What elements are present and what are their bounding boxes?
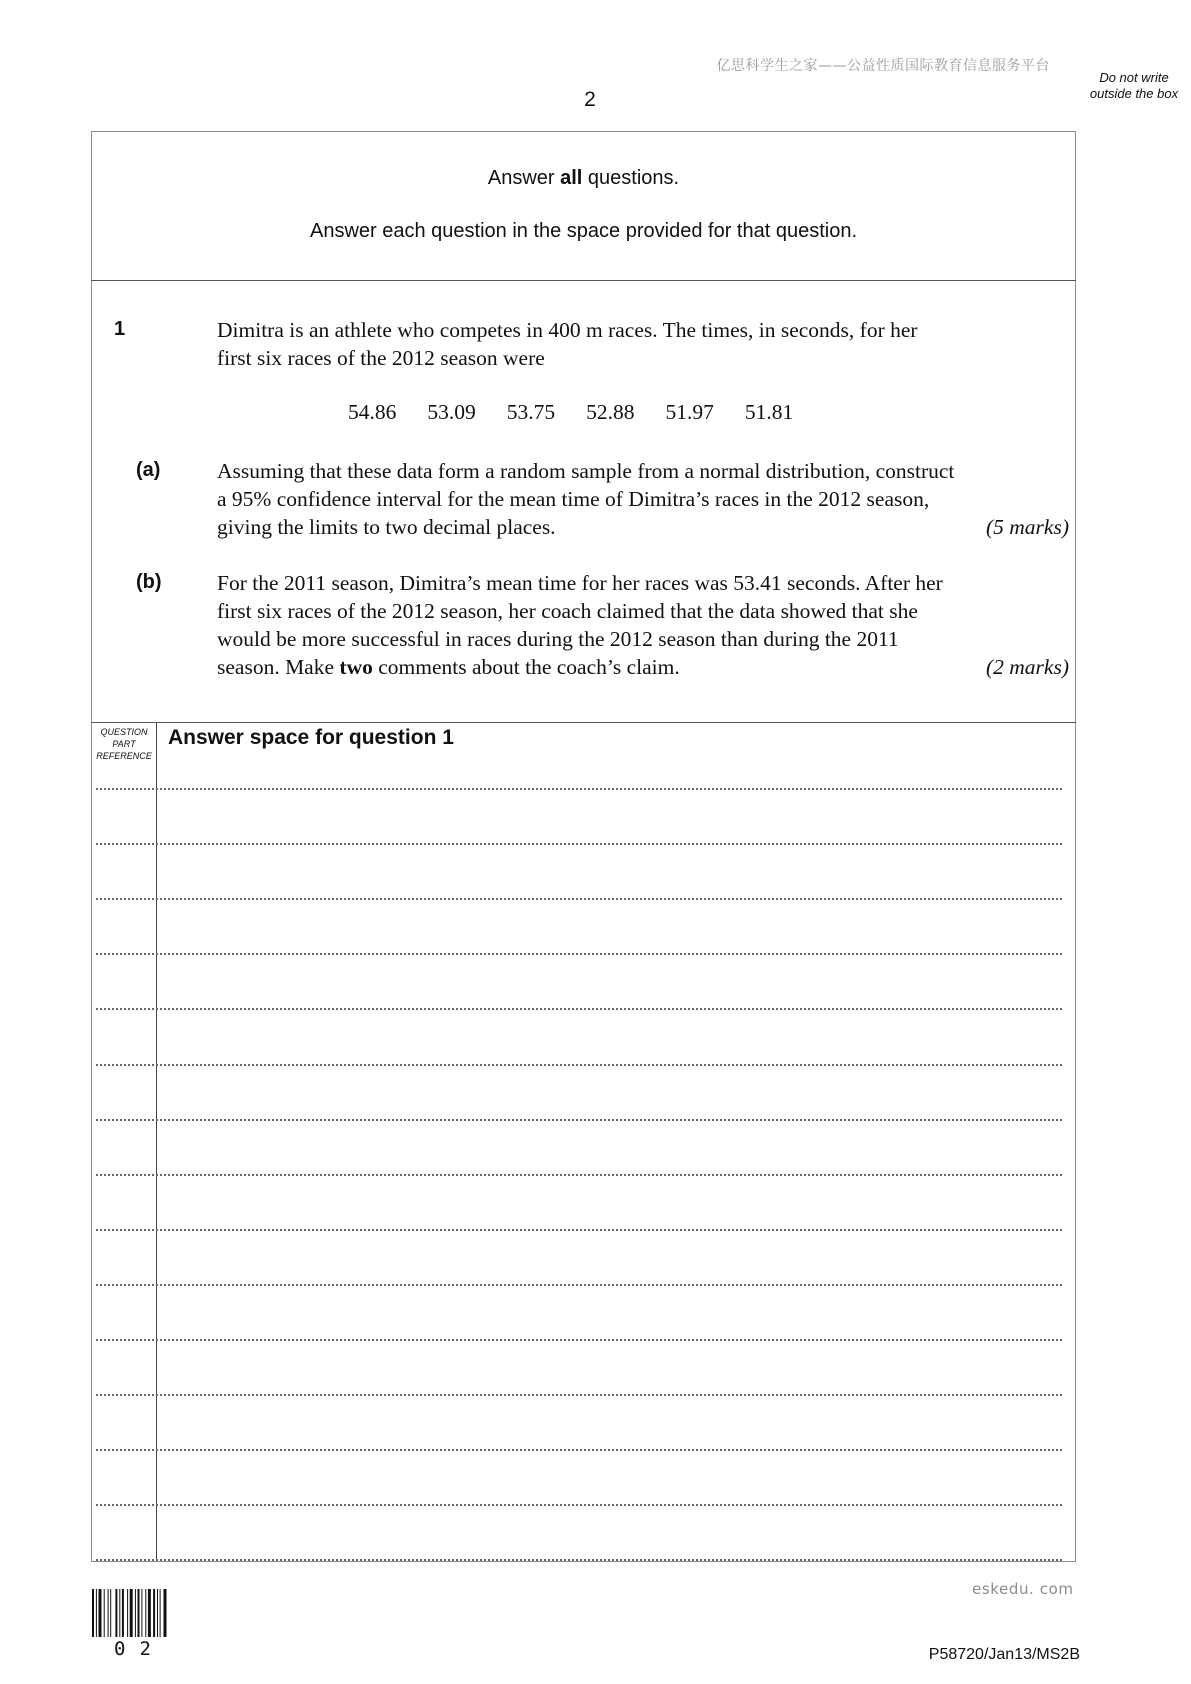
part-a-marks: (5 marks) <box>986 515 1069 539</box>
answer-space-title: Answer space for question 1 <box>168 726 454 749</box>
barcode-image <box>92 1589 196 1637</box>
race-times-data <box>348 400 793 425</box>
question-number: 1 <box>114 318 126 340</box>
data-value: 54.86 <box>348 400 397 424</box>
barcode-number: 02 <box>114 1638 165 1660</box>
question-part-reference-label: QUESTION PART REFERENCE <box>96 727 152 761</box>
data-value: 51.81 <box>744 400 794 424</box>
instruction-answer-all: Answer all questions. <box>487 167 680 189</box>
part-b-label: (b) <box>136 571 162 593</box>
margin-note: Do not write outside the box <box>1089 70 1179 101</box>
answer-line[interactable] <box>96 788 1062 790</box>
answer-line[interactable] <box>96 1449 1062 1451</box>
answer-line[interactable] <box>96 1064 1062 1066</box>
question-stem: Dimitra is an athlete who competes in 400 m races. The times, in seconds, for her first six races of the 2012 season were <box>217 318 918 370</box>
data-value: 53.75 <box>506 400 556 424</box>
part-a-label: (a) <box>136 459 161 481</box>
answer-line[interactable] <box>96 1119 1062 1121</box>
instructions-divider <box>91 280 1076 281</box>
answer-line[interactable] <box>96 1504 1062 1506</box>
answer-line[interactable] <box>96 1008 1062 1010</box>
instruction-answer-space: Answer each question in the space provided for that question. <box>309 220 857 242</box>
paper-reference: P58720/Jan13/MS2B <box>928 1646 1080 1663</box>
answer-line[interactable] <box>96 953 1062 955</box>
data-value: 51.97 <box>665 400 714 424</box>
question-part-reference-column <box>91 723 157 1561</box>
answer-line[interactable] <box>96 1174 1062 1176</box>
answer-line[interactable] <box>96 1284 1062 1286</box>
answer-line[interactable] <box>96 843 1062 845</box>
part-b-marks: (2 marks) <box>986 655 1069 679</box>
part-b-text: For the 2011 season, Dimitra’s mean time for her races was 53.41 seconds. After her first six races of the 2012 season, her coach claimed that the data showed that she would be more successful in races during the 2012 season than during the 2011 season. Make two comments about the coach’s claim. (2 marks) <box>217 571 1069 679</box>
page-number: 2 <box>584 88 596 111</box>
part-a-text: Assuming that these data form a random sample from a normal distribution, construct a 95% confidence interval for the mean time of Dimitra’s races in the 2012 season, giving the limits to two decimal places. (5 marks) <box>217 459 1069 539</box>
footer-watermark: eskedu. com <box>972 1580 1074 1598</box>
answer-line[interactable] <box>96 1339 1062 1341</box>
answer-line[interactable] <box>96 898 1062 900</box>
answer-line[interactable] <box>96 1229 1062 1231</box>
answer-space-divider <box>91 722 1076 723</box>
answer-line[interactable] <box>96 1394 1062 1396</box>
data-value: 53.09 <box>427 400 476 424</box>
header-watermark: 亿思科学生之家——公益性质国际教育信息服务平台 <box>716 58 1050 74</box>
data-value: 52.88 <box>586 400 635 424</box>
answer-line[interactable] <box>96 1559 1062 1561</box>
